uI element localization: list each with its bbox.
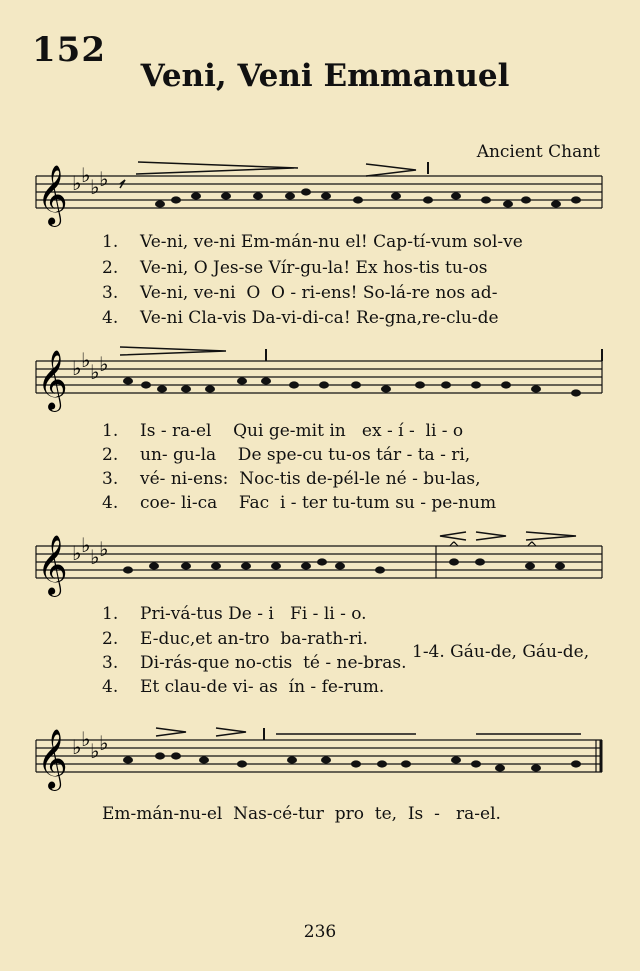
verse-2-line: 2. Ve-ni, O Jes-se Vír-gu-la! Ex hos-tis tu-os [102, 258, 488, 278]
svg-text:♭: ♭ [90, 739, 100, 763]
music-staff-4 [36, 724, 602, 794]
verse-1-line: 1. Pri-vá-tus De - i Fi - li - o. [102, 604, 367, 624]
svg-text:♭: ♭ [99, 352, 109, 376]
svg-text:^: ^ [448, 540, 460, 556]
verse-2-line: 2. E-duc,et an-tro ba-rath-ri. [102, 629, 368, 649]
verse-2-line: 2. un- gu-la De spe-cu tu-os tár - ta - ri, [102, 445, 471, 465]
music-staff-3 [36, 530, 602, 600]
page-number: 236 [303, 922, 337, 942]
verse-3-line: 3. vé- ni-ens: Noc-tis de-pél-le né - bu-las, [102, 469, 481, 489]
svg-text:♭: ♭ [81, 348, 91, 372]
verse-3-line: 3. Ve-ni, ve-ni O O - ri-ens! So-lá-re nos ad- [102, 283, 498, 303]
svg-text:♭: ♭ [72, 735, 82, 759]
svg-text:𝄞: 𝄞 [37, 350, 68, 410]
svg-text:𝄞: 𝄞 [37, 165, 68, 225]
svg-text:♭: ♭ [99, 731, 109, 755]
hymn-number: 152 [32, 30, 106, 70]
hymn-title: Veni, Veni Emmanuel [140, 58, 510, 94]
svg-text:♭: ♭ [81, 533, 91, 557]
svg-text:♭: ♭ [90, 175, 100, 199]
verse-4-line: 4. Ve-ni Cla-vis Da-vi-di-ca! Re-gna,re-clu-de [102, 308, 499, 328]
music-staff-1 [36, 160, 602, 230]
verse-4-line: 4. coe- li-ca Fac i - ter tu-tum su - pe-num [102, 493, 497, 513]
verse-1-line: 1. Ve-ni, ve-ni Em-mán-nu el! Cap-tí-vum sol-ve [102, 232, 523, 252]
verse-3-line: 3. Di-rás-que no-ctis té - ne-bras. [102, 653, 407, 673]
svg-text:♭: ♭ [90, 545, 100, 569]
svg-text:♭: ♭ [99, 537, 109, 561]
verse-1-line: 1. Is - ra-el Qui ge-mit in ex - í - li - o [102, 421, 464, 441]
svg-text:𝄞: 𝄞 [37, 535, 68, 595]
refrain-label: 1-4. Gáu-de, Gáu-de, [412, 642, 590, 662]
svg-text:♭: ♭ [99, 167, 109, 191]
svg-text:♭: ♭ [72, 541, 82, 565]
refrain-line: Em-mán-nu-el Nas-cé-tur pro te, Is - ra-el. [102, 804, 501, 824]
svg-text:𝄞: 𝄞 [37, 729, 68, 789]
svg-text:^: ^ [526, 540, 538, 556]
svg-text:♭: ♭ [72, 356, 82, 380]
svg-text:♭: ♭ [90, 360, 100, 384]
music-staff-2 [36, 345, 602, 415]
composer-attribution: Ancient Chant [476, 142, 600, 162]
svg-text:♭: ♭ [72, 171, 82, 195]
svg-text:♭: ♭ [81, 727, 91, 751]
verse-4-line: 4. Et clau-de vi- as ín - fe-rum. [102, 677, 385, 697]
svg-text:♭: ♭ [81, 163, 91, 187]
